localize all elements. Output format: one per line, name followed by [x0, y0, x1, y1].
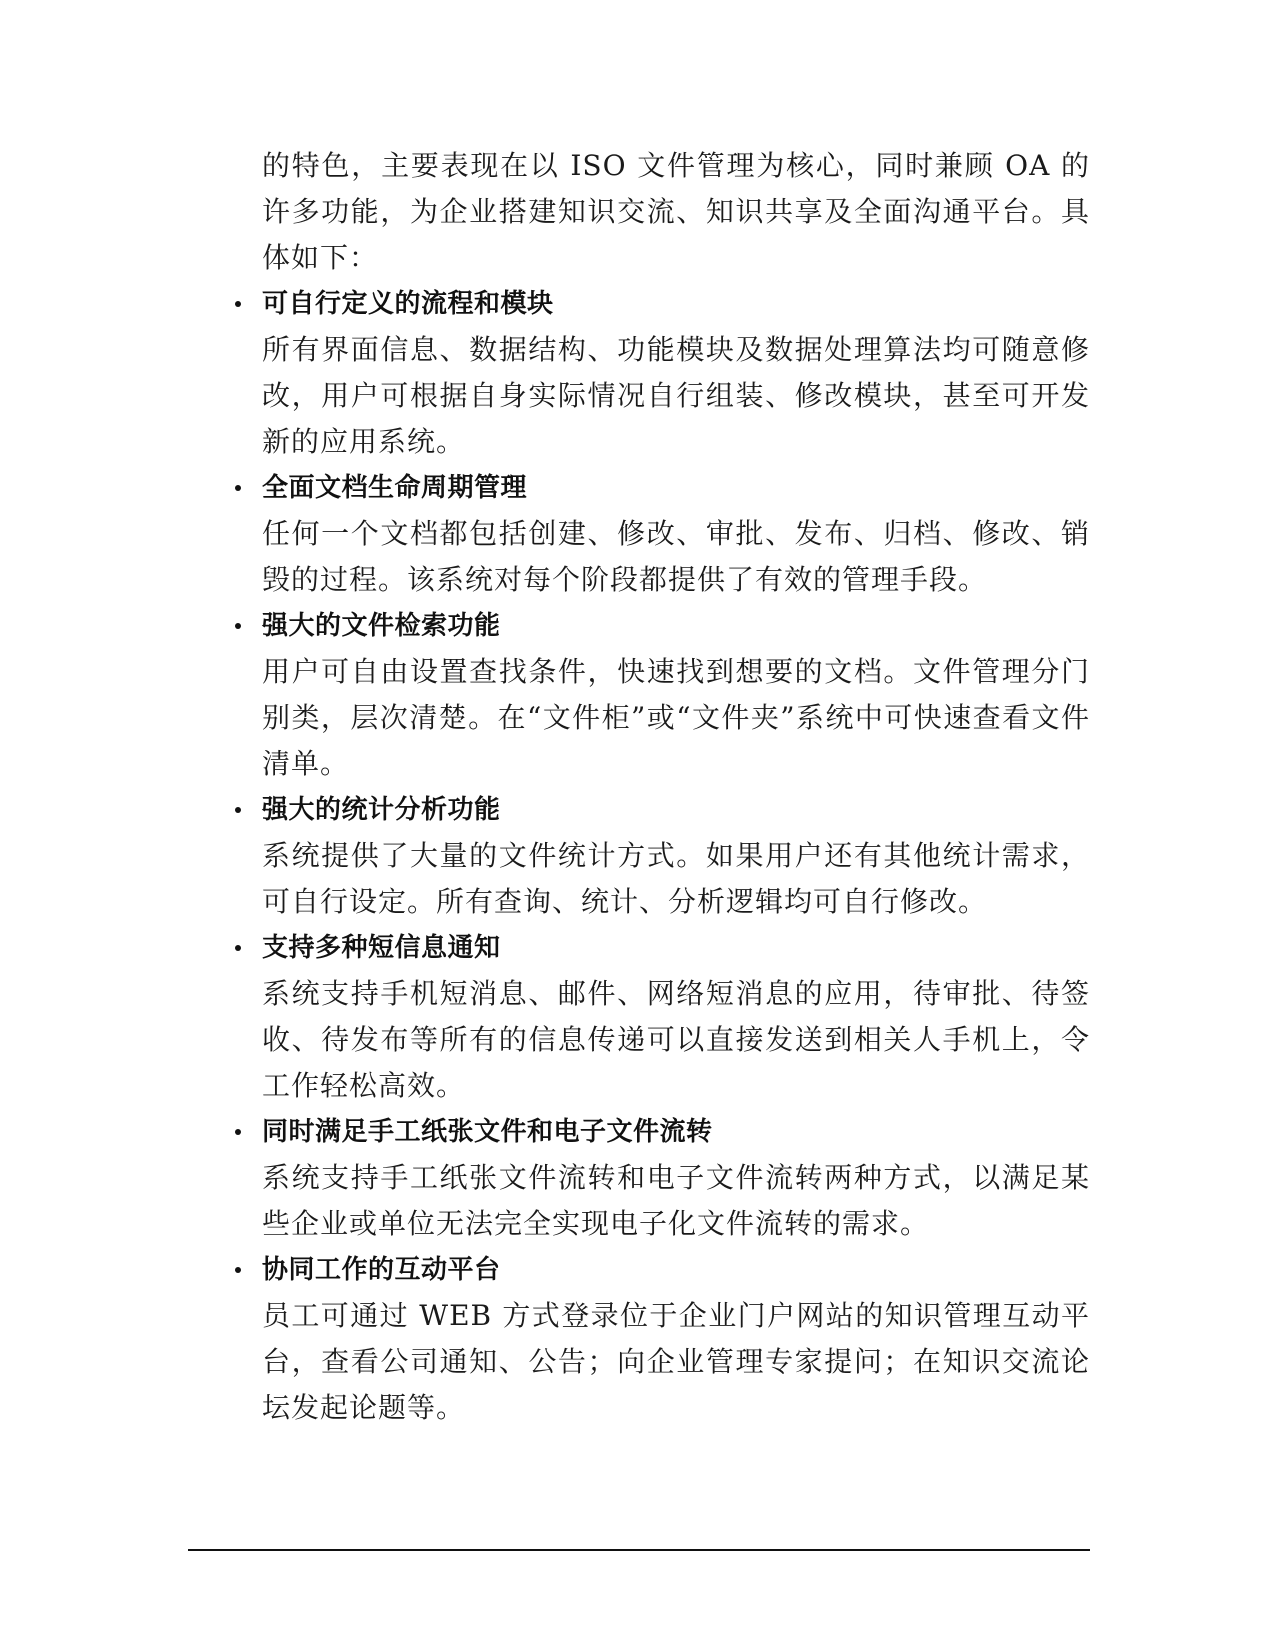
- bullet-icon: [228, 925, 248, 971]
- feature-title: 同时满足手工纸张文件和电子文件流转: [262, 1117, 713, 1147]
- feature-title: 协同工作的互动平台: [262, 1255, 501, 1285]
- intro-paragraph: 的特色，主要表现在以 ISO 文件管理为核心，同时兼顾 OA 的许多功能，为企业搭建知识交流、知识共享及全面沟通平台。具体如下：: [262, 149, 1090, 274]
- bullet-icon: [228, 787, 248, 833]
- footer-divider: [188, 1549, 1090, 1551]
- feature-description: 任何一个文档都包括创建、修改、审批、发布、归档、修改、销毁的过程。该系统对每个阶段都提供了有效的管理手段。: [262, 517, 1090, 596]
- feature-item: [262, 1109, 1090, 1247]
- feature-description: 系统提供了大量的文件统计方式。如果用户还有其他统计需求，可自行设定。所有查询、统计、分析逻辑均可自行修改。: [262, 839, 1090, 918]
- feature-item: [262, 465, 1090, 603]
- feature-item: [262, 281, 1090, 465]
- feature-title: 可自行定义的流程和模块: [262, 289, 554, 319]
- feature-list: [262, 281, 1090, 1431]
- feature-title: 全面文档生命周期管理: [262, 473, 528, 503]
- bullet-icon: [228, 465, 248, 511]
- bullet-icon: [228, 281, 248, 327]
- bullet-icon: [228, 1109, 248, 1155]
- feature-item: [262, 787, 1090, 925]
- feature-item: [262, 603, 1090, 787]
- feature-description: 系统支持手机短消息、邮件、网络短消息的应用，待审批、待签收、待发布等所有的信息传递可以直接发送到相关人手机上，令工作轻松高效。: [262, 977, 1090, 1102]
- document-body: [262, 143, 1090, 1431]
- feature-description: 员工可通过 WEB 方式登录位于企业门户网站的知识管理互动平台，查看公司通知、公告；向企业管理专家提问；在知识交流论坛发起论题等。: [262, 1299, 1090, 1424]
- bullet-icon: [228, 1247, 248, 1293]
- feature-item: [262, 925, 1090, 1109]
- feature-title: 强大的文件检索功能: [262, 611, 501, 641]
- bullet-icon: [228, 603, 248, 649]
- feature-description: 系统支持手工纸张文件流转和电子文件流转两种方式，以满足某些企业或单位无法完全实现电子化文件流转的需求。: [262, 1161, 1090, 1240]
- feature-description: 所有界面信息、数据结构、功能模块及数据处理算法均可随意修改，用户可根据自身实际情况自行组装、修改模块，甚至可开发新的应用系统。: [262, 333, 1090, 458]
- feature-title: 支持多种短信息通知: [262, 933, 501, 963]
- feature-description: 用户可自由设置查找条件，快速找到想要的文档。文件管理分门别类，层次清楚。在“文件柜”或“文件夹”系统中可快速查看文件清单。: [262, 655, 1090, 780]
- feature-item: [262, 1247, 1090, 1431]
- feature-title: 强大的统计分析功能: [262, 795, 501, 825]
